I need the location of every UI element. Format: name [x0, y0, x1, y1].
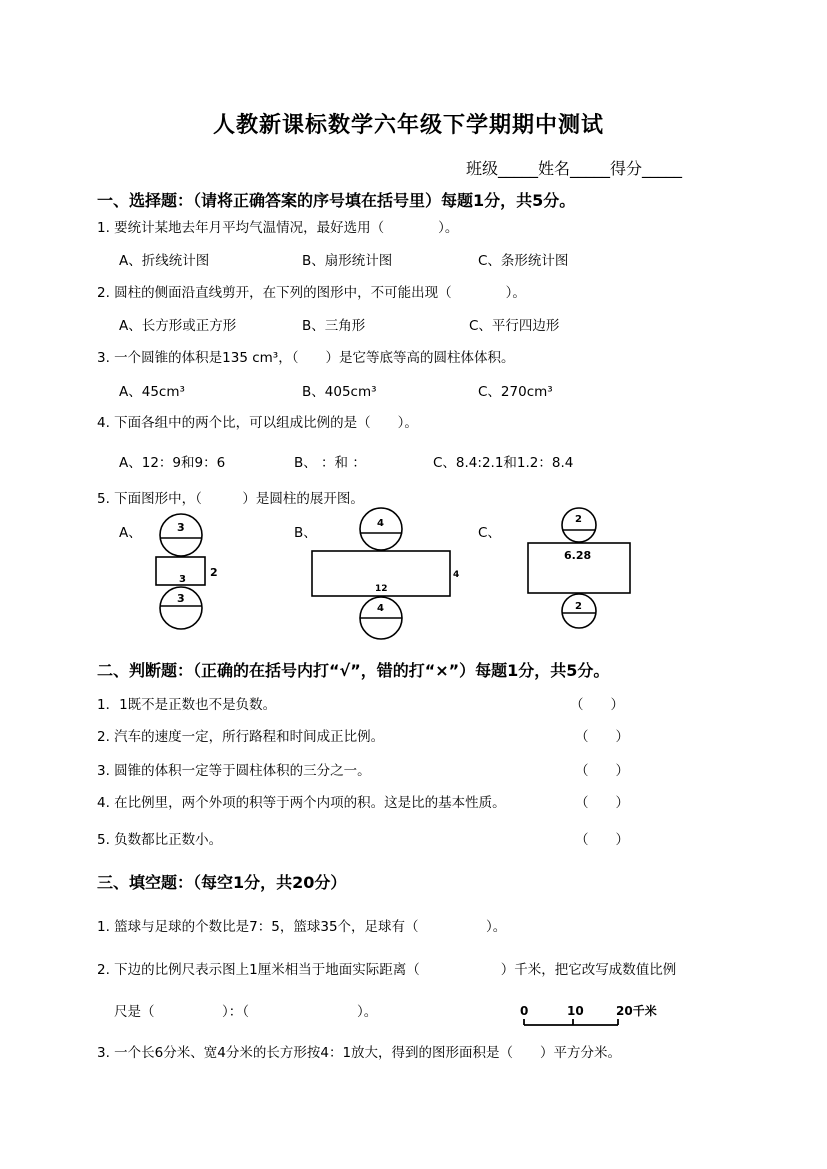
s2-answer-paren-4[interactable]: （ ） — [575, 795, 629, 811]
fig-c-top-label: 2 — [575, 514, 582, 525]
s2-item-3: 3. 圆锥的体积一定等于圆柱体积的三分之一。 — [97, 763, 371, 779]
fig-c-bottom-label: 2 — [575, 601, 582, 612]
fig-b-bottom-label: 4 — [377, 603, 384, 614]
s1-q1-option-b: B、扇形统计图 — [302, 253, 393, 269]
cylinder-net-figure-a — [150, 512, 225, 634]
s3-question-2-line1: 2. 下边的比例尺表示图上1厘米相当于地面实际距离（ ）千米，把它改写成数值比例 — [97, 962, 677, 978]
fig-b-side-label: 4 — [453, 570, 460, 580]
s3-question-2-line2: 尺是（ ）：（ ）。 — [114, 1004, 378, 1020]
s1-q3-option-b: B、405cm³ — [302, 384, 377, 400]
fig-a-top-label: 3 — [177, 521, 185, 534]
student-info-line: 班级_____姓名_____得分_____ — [466, 159, 683, 178]
s1-question-4: 4. 下面各组中的两个比，可以组成比例的是（ ）。 — [97, 415, 418, 431]
section1-heading: 一、选择题：（请将正确答案的序号填在括号里）每题1分，共5分。 — [97, 191, 576, 210]
s1-q4-option-b: B、 ：和 ： — [294, 455, 366, 471]
s3-question-1: 1. 篮球与足球的个数比是7：5，篮球35个，足球有（ ）。 — [97, 919, 507, 935]
s2-answer-paren-3[interactable]: （ ） — [575, 763, 629, 779]
s1-question-1: 1. 要统计某地去年月平均气温情况，最好选用（ ）。 — [97, 220, 459, 236]
s1-question-5: 5. 下面图形中，（ ）是圆柱的展开图。 — [97, 491, 364, 507]
section3-heading: 三、填空题：（每空1分，共20分） — [97, 873, 347, 892]
s1-q1-option-a: A、折线统计图 — [119, 253, 210, 269]
s1-q3-option-a: A、45cm³ — [119, 384, 185, 400]
s2-answer-paren-2[interactable]: （ ） — [575, 729, 629, 745]
s2-item-2: 2. 汽车的速度一定，所行路程和时间成正比例。 — [97, 729, 385, 745]
fig-a-bottom-label: 3 — [177, 592, 185, 605]
fig-b-top-label: 4 — [377, 518, 384, 529]
s2-answer-paren-1[interactable]: （ ） — [570, 697, 624, 713]
s1-q3-option-c: C、270cm³ — [478, 384, 553, 400]
s1-q1-option-c: C、条形统计图 — [478, 253, 569, 269]
fig-a-side-label: 2 — [210, 566, 218, 579]
cylinder-net-figure-b — [305, 507, 465, 642]
s1-q5-label-b: B、 — [294, 525, 317, 541]
page-title: 人教新课标数学六年级下学期期中测试 — [213, 112, 605, 138]
s1-question-3: 3. 一个圆锥的体积是135 cm³，（ ）是它等底等高的圆柱体体积。 — [97, 350, 515, 366]
cylinder-net-figure-c — [524, 505, 636, 635]
scale-label-20km: 20千米 — [616, 1004, 657, 1018]
s2-item-1: 1．1既不是正数也不是负数。 — [97, 697, 277, 713]
s1-q5-label-a: A、 — [119, 525, 142, 541]
scale-label-10: 10 — [567, 1004, 584, 1018]
s2-item-5: 5. 负数都比正数小。 — [97, 832, 223, 848]
s1-question-2: 2. 圆柱的侧面沿直线剪开，在下列的图形中，不可能出现（ ）。 — [97, 285, 526, 301]
fig-c-rect-label: 6.28 — [564, 549, 592, 562]
s1-q4-option-c: C、8.4:2.1和1.2：8.4 — [433, 455, 574, 471]
scale-label-0: 0 — [520, 1004, 529, 1018]
scale-bar-figure — [515, 1000, 665, 1032]
s3-question-3: 3. 一个长6分米、宽4分米的长方形按4：1放大，得到的图形面积是（ ）平方分米。 — [97, 1045, 622, 1061]
fig-a-rect-label: 3 — [179, 574, 186, 585]
s2-item-4: 4. 在比例里，两个外项的积等于两个内项的积。这是比的基本性质。 — [97, 795, 506, 811]
s1-q2-option-a: A、长方形或正方形 — [119, 318, 237, 334]
s1-q2-option-c: C、平行四边形 — [469, 318, 560, 334]
fig-b-top-circle — [360, 508, 402, 550]
s1-q5-label-c: C、 — [478, 525, 501, 541]
s1-q4-option-a: A、12：9和9：6 — [119, 455, 226, 471]
fig-b-rect-label: 12 — [375, 584, 388, 594]
section2-heading: 二、判断题：（正确的在括号内打“√”，错的打“×”）每题1分，共5分。 — [97, 661, 610, 680]
s1-q2-option-b: B、三角形 — [302, 318, 366, 334]
s2-answer-paren-5[interactable]: （ ） — [575, 832, 629, 848]
